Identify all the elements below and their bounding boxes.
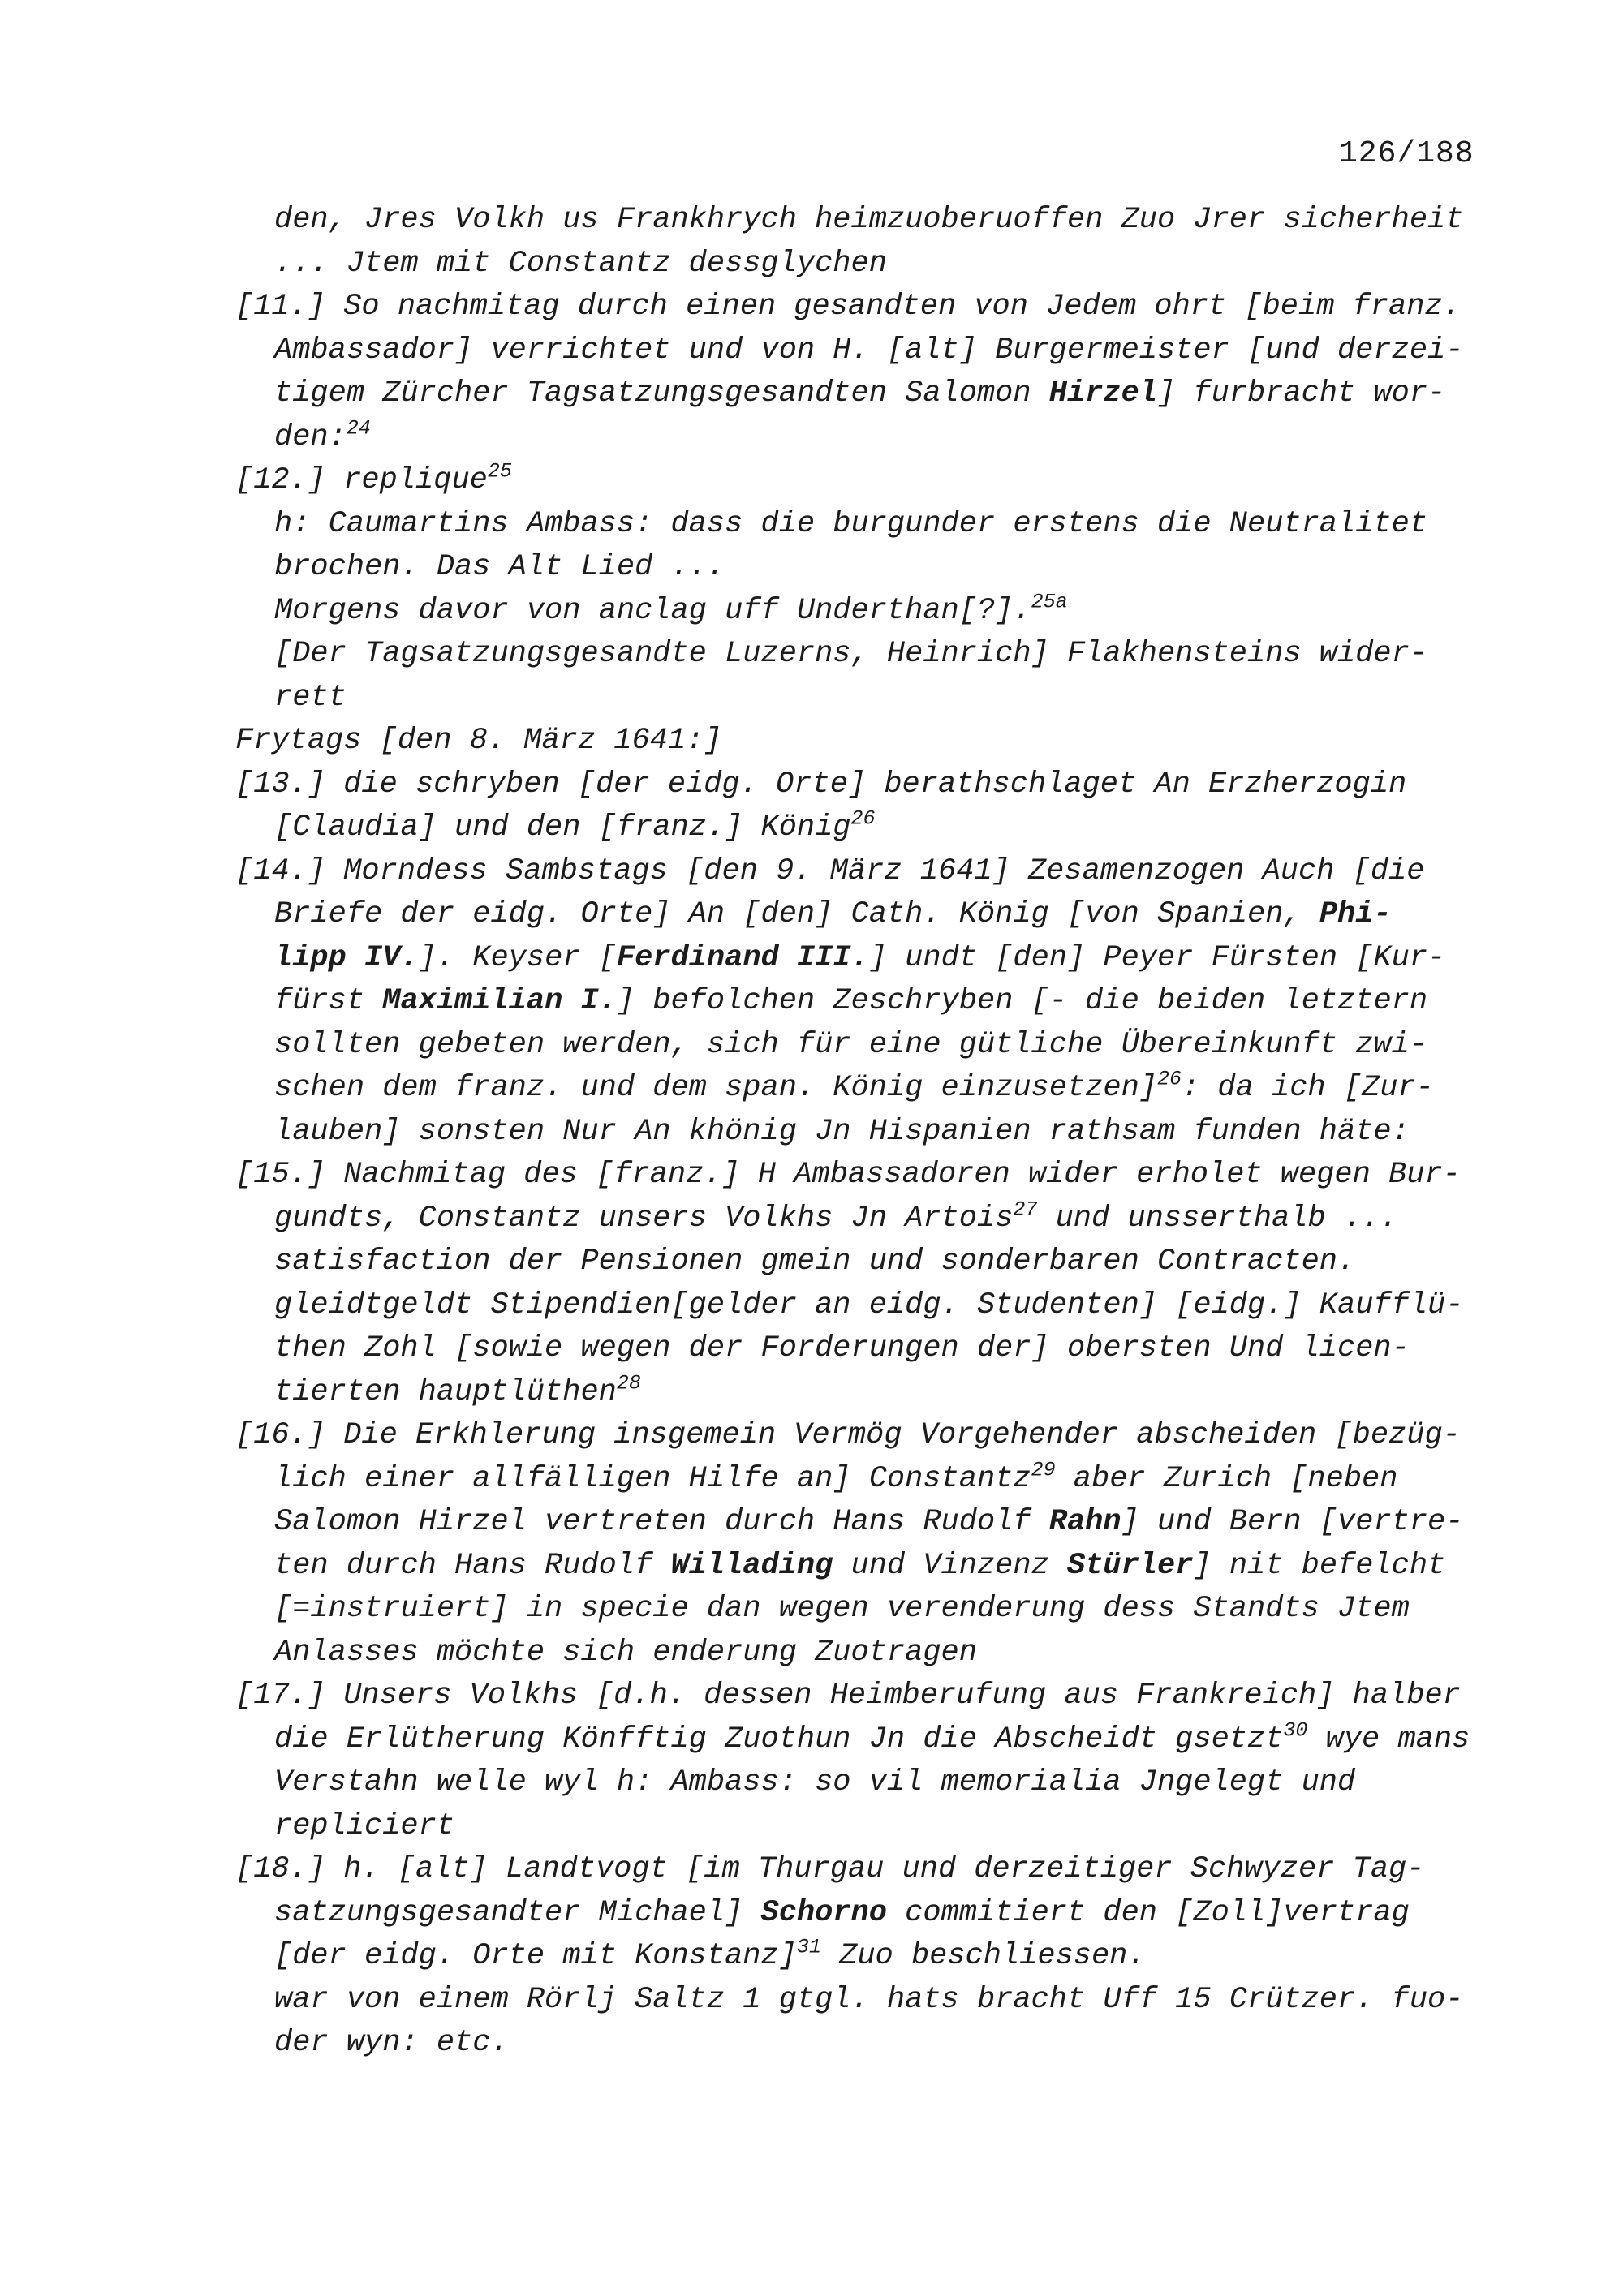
person-name: Maximilian I. — [382, 984, 617, 1018]
person-name: Schorno — [760, 1895, 887, 1930]
footnote-ref: 26 — [1156, 1067, 1182, 1091]
sub-line: war von einem Rörlj Saltz 1 gtgl. hats bracht Uff 15 Crützer. fuo- der wyn: etc. — [274, 1982, 1464, 2060]
entry-text: [16.] Die Erkhlerung insgemein Vermög Vorgehender abscheiden [bezüg- lich einer allfälligen Hilfe an] Constantz — [235, 1418, 1461, 1496]
footnote-ref: 31 — [796, 1935, 821, 1959]
entry-text: [14.] Morndess Sambstags [den 9. März 1641] Zesamenzogen Auch [die Briefe der eidg. Orte] An [den] Cath. König [von Spanien, — [235, 853, 1425, 931]
entry-text: ]. Keyser [ — [418, 940, 617, 975]
footnote-ref: 28 — [616, 1370, 641, 1395]
person-name: Phi- lipp IV. — [274, 897, 1392, 975]
entry-18 — [235, 1848, 1477, 1979]
person-name: Ferdinand III. — [616, 940, 869, 975]
entry-12 — [235, 459, 1477, 503]
entry-17 — [235, 1675, 1477, 1848]
entry-16 — [235, 1414, 1477, 1675]
entry-text: [12.] replique — [235, 463, 488, 497]
sub-line: h: Caumartins Ambass: dass die burgunder erstens die Neutralitet brochen. Das Alt Lied ... — [274, 506, 1428, 584]
text-line: ... Jtem mit Constantz dessglychen — [274, 246, 887, 281]
entry-text: [17.] Unsers Volkhs [d.h. dessen Heimberufung aus Frankreich] halber die Erlütherung Könfftig Zuothun Jn die Abscheidt gsetzt — [235, 1679, 1461, 1756]
person-name: Stürler — [1066, 1548, 1194, 1583]
footnote-ref: 24 — [346, 415, 371, 440]
footnote-ref: 30 — [1283, 1718, 1308, 1742]
entry-text: [13.] die schryben [der eidg. Orte] berathschlaget An Erzherzogin [Claudia] und den [franz.] König — [235, 767, 1407, 845]
entry-text: Zuo beschliessen. — [820, 1939, 1146, 1973]
entry-text: [18.] h. [alt] Landtvogt [im Thurgau und derzeitiger Schwyzer Tag- satzungsgesandter Michael] — [235, 1852, 1425, 1930]
entry-text: ] undt [den] Peyer Fürsten [Kur- fürst — [274, 940, 1446, 1018]
entry-text: wye mans Verstahn welle wyl h: Ambass: so vil memorialia Jngelegt und repliciert — [274, 1722, 1470, 1843]
entry-15 — [235, 1154, 1477, 1414]
footnote-ref: 25 — [487, 459, 512, 484]
entry-11 — [235, 286, 1477, 459]
entry-text: : da ich [Zur- lauben] sonsten Nur An khönig Jn Hispanien rathsam funden häte: — [274, 1071, 1434, 1149]
person-name: Rahn — [1048, 1505, 1121, 1539]
text-line: den, Jres Volkh us Frankhrych heimzuoberuoffen Zuo Jrer sicherheit — [274, 203, 1464, 237]
entry-text: ] und Bern [vertre- ten durch Hans Rudolf — [274, 1505, 1464, 1583]
entry-text: aber Zurich [neben Salomon Hirzel vertreten durch Hans Rudolf — [274, 1461, 1398, 1539]
person-name: Willading — [670, 1548, 833, 1583]
entry-14 — [235, 850, 1477, 1154]
entry-text: ] befolchen Zeschryben [- die beiden letztern sollten gebeten werden, sich für eine gütliche Übereinkunft zwi- schen dem franz. und dem span. König einzusetzen] — [274, 984, 1428, 1105]
transcription-body — [235, 199, 1477, 2066]
footnote-ref: 29 — [1031, 1457, 1056, 1481]
entry-text: und Vinzenz — [833, 1548, 1067, 1583]
entry-text: ] nit befelcht [=instruiert] in specie dan wegen verenderung dess Standts Jtem Anlasses möchte sich enderung Zuotragen — [274, 1548, 1446, 1670]
footnote-ref: 27 — [1013, 1197, 1038, 1221]
entry-13 — [235, 763, 1477, 850]
sub-line: [Der Tagsatzungsgesandte Luzerns, Heinrich] Flakhensteins wider- rett — [274, 637, 1428, 715]
footnote-ref: 26 — [850, 806, 876, 831]
sub-line — [235, 590, 1477, 634]
entry-text: [11.] So nachmitag durch einen gesandten von Jedem ohrt [beim franz. Ambassador] verrichtet und von H. [alt] Burgermeister [und derzei- tigem Zürcher Tagsatzungsgesandten Salomon — [235, 290, 1464, 411]
entry-text: Morgens davor von anclag uff Underthan[?]. — [274, 593, 1031, 628]
entry-text: commitiert den [Zoll]vertrag [der eidg. Orte mit Konstanz] — [274, 1895, 1410, 1973]
entry-text: und unsserthalb ... satisfaction der Pensionen gmein und sonderbaren Contracten. gleidtgeldt Stipendien[gelder an eidg. Studenten] [eidg.] Kaufflü- then Zohl [sowie wegen der Forderungen der] obersten Und licen- tierten hauptlüthen — [274, 1201, 1464, 1409]
entry-text: [15.] Nachmitag des [franz.] H Ambassadoren wider erholet wegen Bur- gundts, Constantz unsers Volkhs Jn Artois — [235, 1158, 1461, 1236]
person-name: Hirzel — [1048, 376, 1157, 411]
day-heading: Frytags [den 8. März 1641:] — [235, 724, 722, 758]
entry-text: ] furbracht wor- den: — [274, 376, 1446, 454]
page-number: 126/188 — [1339, 136, 1474, 171]
footnote-ref: 25a — [1031, 589, 1068, 613]
